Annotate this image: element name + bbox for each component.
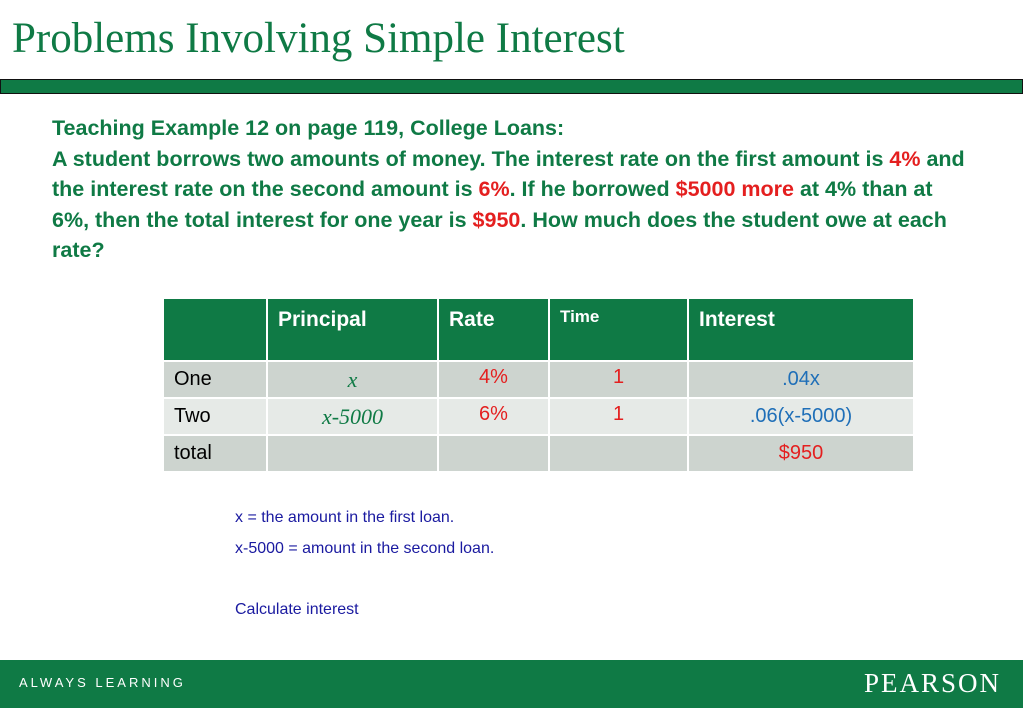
time-cell bbox=[549, 435, 688, 472]
note-variable-second: x-5000 = amount in the second loan. bbox=[235, 540, 495, 557]
pearson-logo: PEARSON bbox=[863, 668, 1001, 698]
footer-tagline: ALWAYS LEARNING bbox=[19, 675, 186, 690]
rate-cell: 4% bbox=[438, 361, 549, 398]
header-interest: Interest bbox=[688, 298, 914, 361]
row-label: total bbox=[163, 435, 267, 472]
rate-one-highlight: 4% bbox=[889, 146, 921, 171]
problem-text-part: . If he borrowed bbox=[509, 177, 676, 201]
problem-text-part: . How much does the student owe at each rate? bbox=[52, 207, 947, 262]
table-header-row bbox=[163, 298, 914, 361]
interest-cell: .06(x-5000) bbox=[688, 398, 914, 435]
rate-cell: 6% bbox=[438, 398, 549, 435]
note-calculate: Calculate interest bbox=[235, 601, 359, 618]
problem-text-part: and the interest rate on the second amount is bbox=[52, 146, 965, 201]
note-variable-x: x = the amount in the first loan. bbox=[235, 509, 455, 526]
rate-cell bbox=[438, 435, 549, 472]
rate-two-highlight: 6% bbox=[478, 177, 510, 201]
principal-cell: x-5000 bbox=[267, 398, 438, 435]
footer-bar bbox=[0, 660, 1023, 708]
row-label: Two bbox=[163, 398, 267, 435]
time-cell: 1 bbox=[549, 361, 688, 398]
title-divider bbox=[0, 79, 1023, 94]
table-row bbox=[163, 398, 914, 435]
page-title: Problems Involving Simple Interest bbox=[12, 15, 625, 62]
principal-cell: x bbox=[267, 361, 438, 398]
principal-cell bbox=[267, 435, 438, 472]
total-interest-cell: $950 bbox=[688, 435, 914, 472]
time-cell: 1 bbox=[549, 398, 688, 435]
example-heading: Teaching Example 12 on page 119, College Loans: bbox=[52, 116, 565, 140]
interest-cell: .04x bbox=[688, 361, 914, 398]
problem-text bbox=[52, 144, 972, 266]
table-row bbox=[163, 435, 914, 472]
header-blank bbox=[163, 298, 267, 361]
header-principal: Principal bbox=[267, 298, 438, 361]
more-amount-highlight: $5000 more bbox=[675, 177, 794, 201]
problem-text-part: A student borrows two amounts of money. The interest rate on the first amount is bbox=[52, 146, 890, 171]
header-rate: Rate bbox=[438, 298, 549, 361]
problem-statement bbox=[52, 113, 972, 266]
row-label: One bbox=[163, 361, 267, 398]
header-time: Time bbox=[549, 298, 688, 361]
interest-table bbox=[162, 297, 915, 473]
table-row bbox=[163, 361, 914, 398]
problem-text-part: at 4% than at 6%, then the total interest for one year is bbox=[52, 177, 933, 232]
total-interest-highlight: $950 bbox=[472, 207, 521, 232]
